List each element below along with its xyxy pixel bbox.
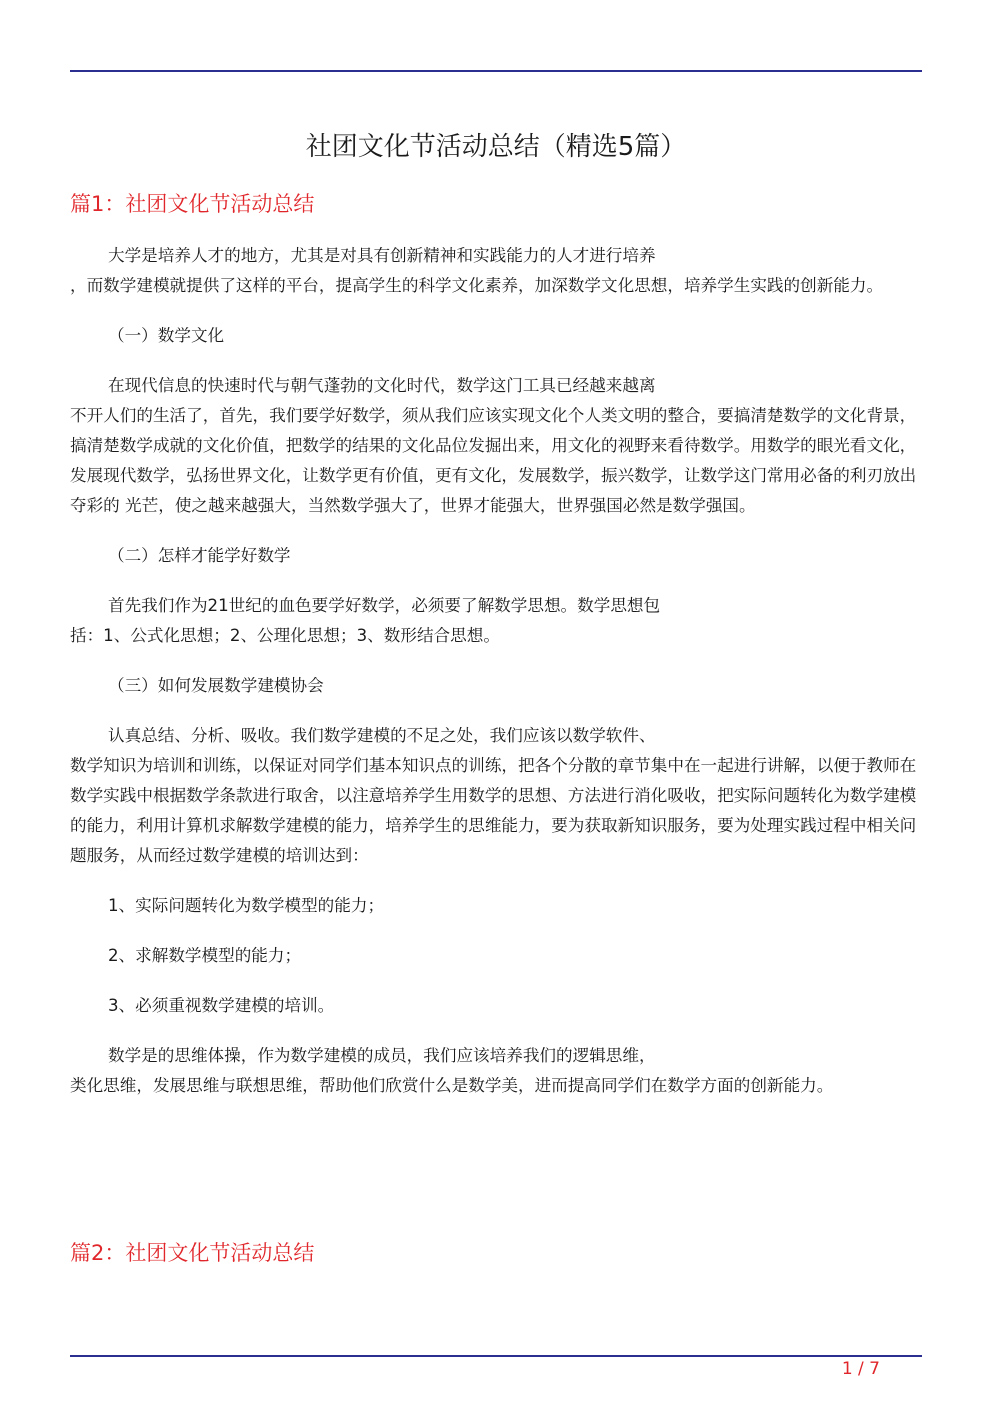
paragraph-3-line-1: 首先我们作为21世纪的血色要学好数学，必须要了解数学思想。数学思想包 [108, 596, 661, 615]
document-title: 社团文化节活动总结（精选5篇） [305, 132, 687, 162]
paragraph-2 [70, 371, 922, 521]
paragraph-3-line-2: 括：1、公式化思想；2、公理化思想；3、数形结合思想。 [70, 626, 500, 645]
paragraph-4 [70, 721, 922, 871]
subheading-2: （二）怎样才能学好数学 [108, 546, 291, 565]
paragraph-5 [70, 1041, 922, 1101]
top-rule [70, 70, 922, 72]
paragraph-4-line-1: 认真总结、分析、吸收。我们数学建模的不足之处，我们应该以数学软件、 [108, 726, 656, 745]
paragraph-4-line-2: 数学知识为培训和训练，以保证对同学们基本知识点的训练，把各个分散的章节集中在一起进行讲解，以便于教师在数学实践中根据数学条款进行取舍，以注意培养学生用数学的思想、方法进行消化吸收，把实际问题转化为数学建模的能力，利用计算机求解数学建模的能力，培养学生的思维能力，要为获取新知识服务，要为处理实践过程中相关问题服务，从而经过数学建模的培训达到： [70, 756, 917, 865]
paragraph-1-line-1: 大学是培养人才的地方，尤其是对具有创新精神和实践能力的人才进行培养 [108, 246, 656, 265]
paragraph-1-line-2: ，而数学建模就提供了这样的平台，提高学生的科学文化素养，加深数学文化思想，培养学生实践的创新能力。 [70, 276, 884, 295]
paragraph-1 [70, 241, 922, 301]
subheading-3: （三）如何发展数学建模协会 [108, 676, 324, 695]
page-number: 1 / 7 [841, 1359, 880, 1379]
list-item-1: 1、实际问题转化为数学模型的能力； [108, 896, 385, 915]
bottom-rule [70, 1355, 922, 1357]
section-heading-1: 篇1：社团文化节活动总结 [70, 192, 315, 216]
subheading-1: （一）数学文化 [108, 326, 225, 345]
paragraph-5-line-1: 数学是的思维体操，作为数学建模的成员，我们应该培养我们的逻辑思维， [108, 1046, 656, 1065]
paragraph-3 [70, 591, 922, 651]
section-1-body [70, 241, 922, 1121]
paragraph-2-line-2: 不开人们的生活了，首先，我们要学好数学，须从我们应该实现文化个人类文明的整合，要搞清楚数学的文化背景，搞清楚数学成就的文化价值，把数学的结果的文化品位发掘出来，用文化的视野来看待数学。用数学的眼光看文化，发展现代数学，弘扬世界文化，让数学更有价值，更有文化，发展数学，振兴数学，让数学这门常用必备的利刃放出夺彩的 光芒，使之越来越强大，当然数学强大了，世界才能强大，世界强国必然是数学强国。 [70, 406, 917, 515]
paragraph-5-line-2: 类化思维，发展思维与联想思维，帮助他们欣赏什么是数学美，进而提高同学们在数学方面的创新能力。 [70, 1076, 834, 1095]
section-heading-2: 篇2：社团文化节活动总结 [70, 1241, 315, 1265]
paragraph-2-line-1: 在现代信息的快速时代与朝气蓬勃的文化时代，数学这门工具已经越来越离 [108, 376, 656, 395]
list-item-3: 3、必须重视数学建模的培训。 [108, 996, 335, 1015]
list-item-2: 2、求解数学模型的能力； [108, 946, 302, 965]
